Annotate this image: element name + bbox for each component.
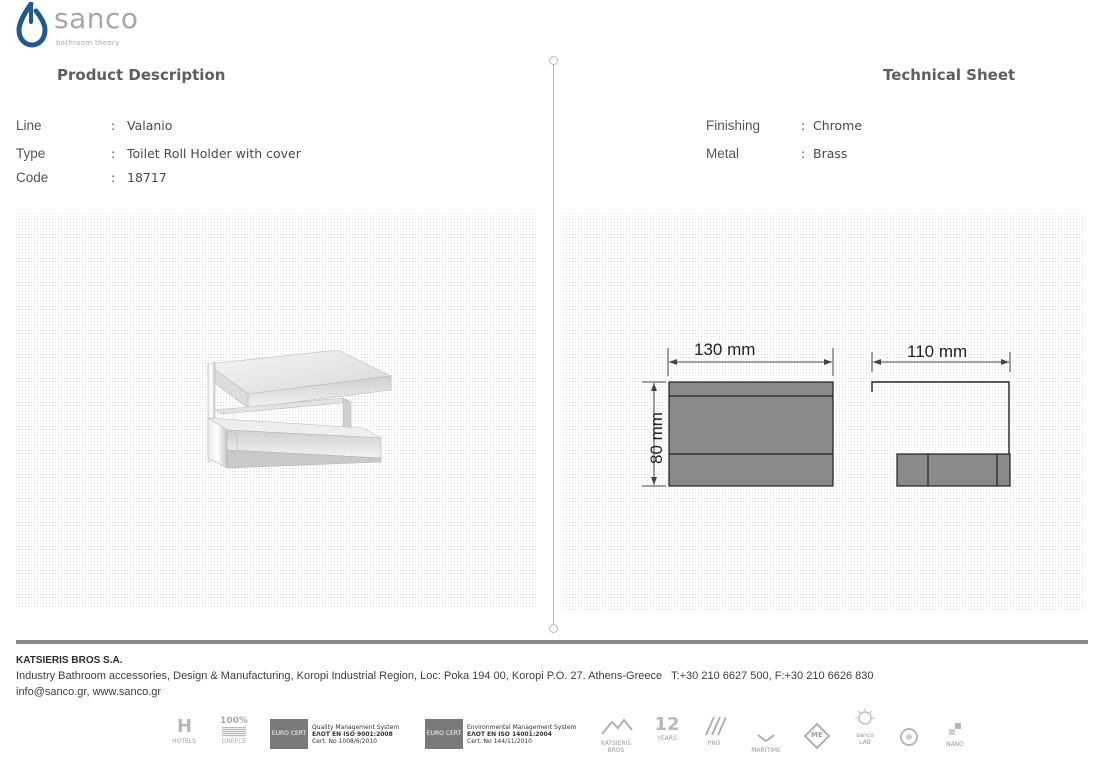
spec-row-metal	[706, 146, 1006, 164]
eurocert-badge: EURO CERT	[270, 719, 308, 749]
greek-flag-icon	[222, 727, 246, 737]
company-address: Industry Bathroom accessories, Design & Manufacturing, Koropi Industrial Region, Loc: Poka 194 00, Koropi P.O. 27. Athens-Greece T:+30 210 6627 500, F:+30 210 6626 830	[16, 670, 874, 682]
spec-separator: :	[111, 146, 116, 161]
iso-9001-cert-number: Cert. No 1008/6/2010	[312, 738, 377, 745]
toilet-roll-holder-image	[203, 350, 398, 490]
slash-lines-icon	[702, 716, 726, 736]
spec-label: Type	[16, 146, 46, 161]
me-label: ME	[811, 731, 823, 739]
spec-row-code	[16, 170, 416, 188]
years-logo	[652, 714, 682, 748]
made-in-greece-bottom: GREECE	[221, 738, 247, 745]
iso-14001-standard: ΕΛΟΤ EN ISO 14001:2004	[467, 731, 552, 738]
katsieris-logo	[596, 716, 636, 754]
iso-14001-title: Environmental Management System	[467, 724, 577, 731]
wave-chevron-icon	[756, 733, 776, 743]
circle-badge-icon	[898, 726, 920, 748]
water-drop-icon	[14, 2, 50, 48]
vertical-divider	[553, 61, 554, 629]
iso-14001-cert-number: Cert. No 144/11/2010	[467, 738, 532, 745]
spec-label: Code	[16, 170, 49, 185]
spec-value: Chrome	[813, 118, 863, 133]
years-number: 12	[654, 714, 680, 735]
spec-row-line	[16, 118, 416, 136]
iso-9001-standard: ΕΛΟΤ EN ISO 9001:2008	[312, 731, 393, 738]
height-dimension: 80 mm	[647, 412, 666, 464]
hotels-label: HOTELS	[172, 738, 196, 745]
spec-value: 18717	[127, 170, 167, 185]
spec-label: Metal	[706, 146, 740, 161]
company-name: KATSIERIS BROS S.A.	[16, 655, 123, 666]
nano-squares-icon	[947, 723, 963, 737]
width-front-dimension: 130 mm	[694, 340, 756, 359]
width-side-dimension: 110 mm	[907, 342, 968, 361]
maritime-label: MARITIME	[751, 747, 781, 754]
eurocert-badge: EURO CERT	[425, 719, 463, 749]
sanco-logo	[14, 2, 154, 50]
house-lines-icon	[596, 716, 636, 736]
nano-label: NANO	[946, 741, 964, 748]
product-description-title: Product Description	[57, 66, 226, 84]
technical-drawing-panel	[562, 212, 1084, 612]
divider-end-dot	[549, 56, 558, 65]
spec-value: Brass	[813, 146, 848, 161]
spec-value: Toilet Roll Holder with cover	[127, 146, 301, 161]
spec-separator: :	[111, 170, 116, 185]
spec-label: Finishing	[706, 118, 761, 133]
hotels-logo	[168, 716, 200, 748]
iso-9001-certificate	[270, 719, 400, 749]
years-label: YEARS	[657, 735, 677, 742]
side-view-drawing	[867, 348, 1017, 493]
divider-end-dot	[549, 624, 558, 633]
made-in-greece-top: 100%	[220, 716, 248, 726]
sanco-lab-logo	[850, 708, 880, 748]
katsieris-label: KATSIERIS BROS	[600, 740, 632, 754]
spec-row-finishing	[706, 118, 1006, 136]
iso-14001-certificate	[425, 719, 575, 749]
spec-separator: :	[111, 118, 116, 133]
maritime-logo	[748, 728, 784, 754]
me-logo	[803, 722, 831, 750]
brand-name: sanco	[54, 2, 139, 35]
pro-logo	[700, 716, 728, 748]
spec-row-type	[16, 146, 416, 164]
circle-badge-logo	[898, 726, 920, 748]
made-in-greece-logo	[219, 716, 249, 748]
hotels-h-icon: H	[177, 716, 193, 737]
spec-value: Valanio	[127, 118, 173, 133]
footer-divider	[16, 640, 1088, 644]
nano-logo	[940, 722, 970, 750]
lab-label: sanco LAB	[856, 732, 874, 746]
company-contact: info@sanco.gr, www.sanco.gr	[16, 686, 162, 698]
spec-label: Line	[16, 118, 42, 133]
product-image-panel	[15, 212, 537, 608]
iso-9001-title: Quality Management System	[312, 724, 400, 731]
pro-label: PRO	[707, 740, 721, 747]
technical-sheet-title: Technical Sheet	[883, 66, 1016, 84]
bulb-icon	[855, 708, 875, 728]
spec-separator: :	[801, 146, 806, 161]
brand-tagline: bathroom theory	[56, 39, 120, 47]
spec-separator: :	[801, 118, 806, 133]
